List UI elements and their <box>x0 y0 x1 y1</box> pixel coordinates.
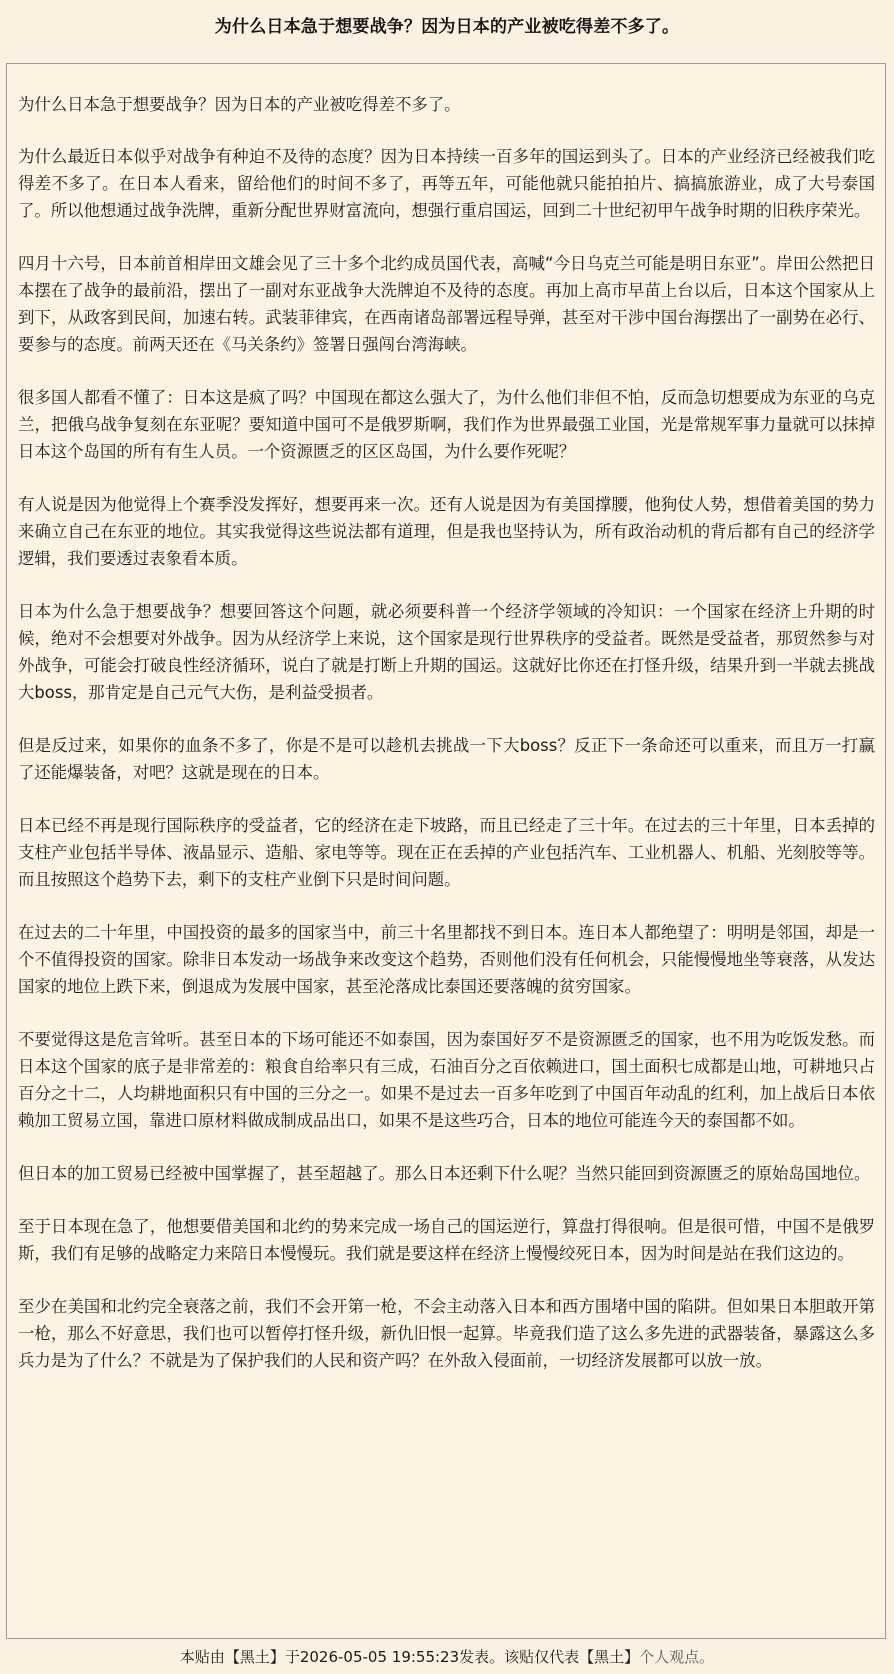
article-paragraph: 日本已经不再是现行国际秩序的受益者，它的经济在走下坡路，而且已经走了三十年。在过去的三十年里，日本丢掉的支柱产业包括半导体、液晶显示、造船、家电等等。现在正在丢掉的产业包括汽车、工业机器人、机船、光刻胶等等。而且按照这个趋势下去，剩下的支柱产业倒下只是时间问题。 <box>18 816 875 889</box>
page-header <box>0 0 894 48</box>
article-paragraph: 不要觉得这是危言耸听。甚至日本的下场可能还不如泰国，因为泰国好歹不是资源匮乏的国家，也不用为吃饭发愁。而日本这个国家的底子是非常差的：粮食自给率只有三成，石油百分之百依赖进口，国土面积七成都是山地，可耕地只占百分之十二，人均耕地面积只有中国的三分之一。如果不是过去一百多年吃到了中国百年动乱的红利，加上战后日本依赖加工贸易立国，靠进口原材料做成制成品出口，如果不是这些巧合，日本的地位可能连今天的泰国都不如。 <box>18 1030 875 1130</box>
article-body <box>6 63 886 1639</box>
article-paragraph: 至于日本现在急了，他想要借美国和北约的势来完成一场自己的国运逆行，算盘打得很响。但是很可惜，中国不是俄罗斯，我们有足够的战略定力来陪日本慢慢玩。我们就是要这样在经济上慢慢绞死日本，因为时间是站在我们这边的。 <box>18 1217 875 1263</box>
article-paragraph: 为什么日本急于想要战争？因为日本的产业被吃得差不多了。 <box>18 95 461 114</box>
article-paragraph: 有人说是因为他觉得上个赛季没发挥好，想要再来一次。还有人说是因为有美国撑腰，他狗仗人势，想借着美国的势力来确立自己在东亚的地位。其实我觉得这些说法都有道理，但是我也坚持认为，所有政治动机的背后都有自己的经济学逻辑，我们要透过表象看本质。 <box>18 495 875 568</box>
article-paragraph: 至少在美国和北约完全衰落之前，我们不会开第一枪，不会主动落入日本和西方围堵中国的陷阱。但如果日本胆敢开第一枪，那么不好意思，我们也可以暂停打怪升级，新仇旧恨一起算。毕竟我们造了这么多先进的武器装备，暴露这么多兵力是为了什么？不就是为了保护我们的人民和资产吗？在外敌入侵面前，一切经济发展都可以放一放。 <box>18 1297 875 1370</box>
watermark-overlay <box>724 1645 884 1671</box>
article-paragraph: 在过去的二十年里，中国投资的最多的国家当中，前三十名里都找不到日本。连日本人都绝望了：明明是邻国，却是一个不值得投资的国家。除非日本发动一场战争来改变这个趋势，否则他们没有任何机会，只能慢慢地坐等衰落，从发达国家的地位上跌下来，倒退成为发展中国家，甚至沦落成比泰国还要落魄的贫穷国家。 <box>18 923 875 996</box>
article-paragraph: 为什么最近日本似乎对战争有种迫不及待的态度？因为日本持续一百多年的国运到头了。日本的产业经济已经被我们吃得差不多了。在日本人看来，留给他们的时间不多了，再等五年，可能他就只能拍拍片、搞搞旅游业，成了大号泰国了。所以他想通过战争洗牌，重新分配世界财富流向，想强行重启国运，回到二十世纪初甲午战争时期的旧秩序荣光。 <box>18 147 875 220</box>
article-paragraph: 很多国人都看不懂了：日本这是疯了吗？中国现在都这么强大了，为什么他们非但不怕，反而急切想要成为东亚的乌克兰，把俄乌战争复刻在东亚呢？要知道中国可不是俄罗斯啊，我们作为世界最强工业国，光是常规军事力量就可以抹掉日本这个岛国的所有有生人员。一个资源匮乏的区区岛国，为什么要作死呢？ <box>18 388 875 461</box>
page-title: 为什么日本急于想要战争？因为日本的产业被吃得差不多了。 <box>214 16 680 37</box>
post-footer-tail: 个人观点。 <box>639 1647 715 1666</box>
post-footer-main: 本贴由【黑土】于2026-05-05 19:55:23发表。该贴仅代表【黑土】 <box>179 1647 640 1666</box>
article-paragraph: 日本为什么急于想要战争？想要回答这个问题，就必须要科普一个经济学领域的冷知识：一个国家在经济上升期的时候，绝对不会想要对外战争。因为从经济学上来说，这个国家是现行世界秩序的受益者。既然是受益者，那贸然参与对外战争，可能会打破良性经济循环，说白了就是打断上升期的国运。这就好比你还在打怪升级，结果升到一半就去挑战大boss，那肯定是自己元气大伤，是利益受损者。 <box>18 602 875 702</box>
article-paragraph: 四月十六号，日本前首相岸田文雄会见了三十多个北约成员国代表，高喊“今日乌克兰可能是明日东亚”。岸田公然把日本摆在了战争的最前沿，摆出了一副对东亚战争大洗牌迫不及待的态度。再加上高市早苗上台以后，日本这个国家从上到下，从政客到民间，加速右转。武装菲律宾，在西南诸岛部署远程导弹，甚至对干涉中国台海摆出了一副势在必行、要参与的态度。前两天还在《马关条约》签署日强闯台湾海峡。 <box>18 254 875 354</box>
article-paragraph: 但日本的加工贸易已经被中国掌握了，甚至超越了。那么日本还剩下什么呢？当然只能回到资源匮乏的原始岛国地位。 <box>18 1164 871 1183</box>
article-paragraph: 但是反过来，如果你的血条不多了，你是不是可以趁机去挑战一下大boss？反正下一条命还可以重来，而且万一打赢了还能爆装备，对吧？这就是现在的日本。 <box>18 736 875 782</box>
